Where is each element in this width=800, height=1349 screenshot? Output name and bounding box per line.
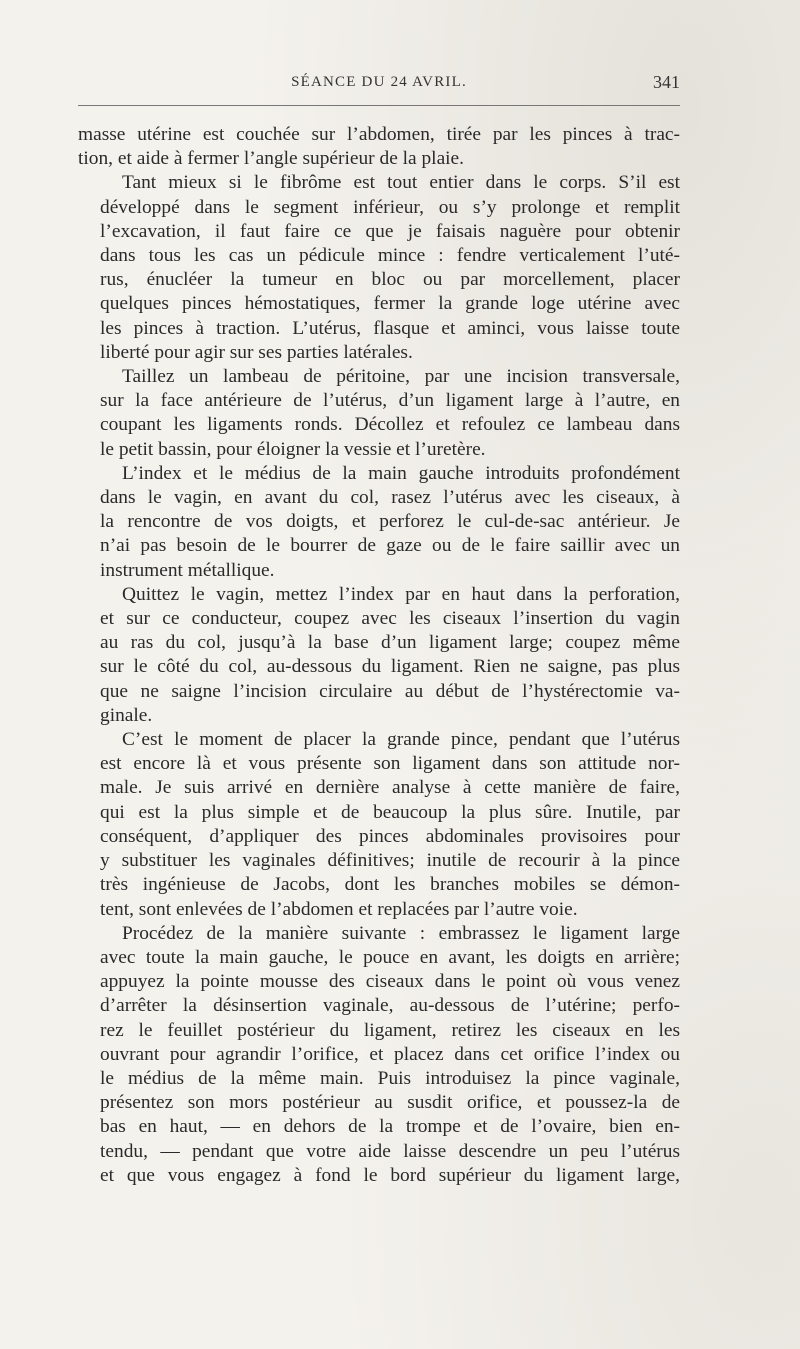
paragraph: [78, 922, 680, 1188]
text-line: est encore là et vous présente son ligament dans son attitude nor-: [100, 753, 680, 775]
text-line: qui est la plus simple et de beaucoup la plus sûre. Inutile, par: [100, 801, 680, 823]
text-line: sur le côté du col, au-dessous du ligament. Rien ne saigne, pas plus: [100, 656, 680, 678]
text-line: bas en haut, — en dehors de la trompe et de l’ovaire, bien en-: [100, 1116, 680, 1138]
text-line: la rencontre de vos doigts, et perforez le cul-de-sac antérieur. Je: [100, 511, 680, 533]
text-line: male. Je suis arrivé en dernière analyse à cette manière de faire,: [100, 777, 680, 799]
body-text: [78, 123, 680, 1188]
running-head: SÉANCE DU 24 AVRIL.: [291, 74, 467, 90]
text-line: appuyez la pointe mousse des ciseaux dans le point où vous venez: [100, 971, 680, 993]
paragraph: [78, 123, 680, 171]
paragraph: [78, 462, 680, 583]
text-line: liberté pour agir sur ses parties latérales.: [100, 341, 413, 363]
text-line: au ras du col, jusqu’à la base d’un ligament large; coupez même: [100, 632, 680, 654]
text-line: coupant les ligaments ronds. Décollez et refoulez ce lambeau dans: [100, 414, 680, 436]
text-line: et que vous engagez à fond le bord supérieur du ligament large,: [100, 1164, 680, 1186]
text-line: les pinces à traction. L’utérus, flasque et aminci, vous laisse toute: [100, 317, 680, 339]
paragraph: [78, 171, 680, 365]
header-rule: [78, 105, 680, 106]
text-line: très ingénieuse de Jacobs, dont les branches mobiles se démon-: [100, 874, 680, 896]
text-line: masse utérine est couchée sur l’abdomen, tirée par les pinces à trac-: [78, 124, 680, 145]
text-line: Quittez le vagin, mettez l’index par en haut dans la perforation,: [122, 583, 680, 605]
text-line: le petit bassin, pour éloigner la vessie et l’uretère.: [100, 438, 486, 460]
text-line: Taillez un lambeau de péritoine, par une incision transversale,: [122, 366, 680, 388]
text-line: dans tous les cas un pédicule mince : fendre verticalement l’uté-: [100, 245, 680, 267]
paragraph: [78, 365, 680, 462]
text-line: tent, sont enlevées de l’abdomen et replacées par l’autre voie.: [100, 898, 578, 920]
text-line: quelques pinces hémostatiques, fermer la grande loge utérine avec: [100, 293, 680, 315]
text-line: que ne saigne l’incision circulaire au début de l’hystérectomie va-: [100, 680, 680, 702]
text-line: d’arrêter la désinsertion vaginale, au-dessous de l’utérine; perfo-: [100, 995, 680, 1017]
text-line: ouvrant pour agrandir l’orifice, et placez dans cet orifice l’index ou: [100, 1043, 680, 1065]
text-line: ginale.: [100, 704, 153, 726]
text-line: rez le feuillet postérieur du ligament, retirez les ciseaux en les: [100, 1019, 680, 1041]
text-line: rus, énucléer la tumeur en bloc ou par morcellement, placer: [100, 269, 680, 291]
paragraph: [78, 728, 680, 922]
text-line: tion, et aide à fermer l’angle supérieur de la plaie.: [78, 148, 465, 170]
text-line: avec toute la main gauche, le pouce en avant, les doigts en arrière;: [100, 946, 680, 968]
text-line: Tant mieux si le fibrôme est tout entier dans le corps. S’il est: [122, 172, 680, 194]
page-header: [78, 70, 680, 98]
text-line: tendu, — pendant que votre aide laisse descendre un peu l’utérus: [100, 1140, 680, 1162]
text-line: C’est le moment de placer la grande pince, pendant que l’utérus: [122, 729, 680, 751]
text-line: n’ai pas besoin de le bourrer de gaze ou de le faire saillir avec un: [100, 535, 680, 557]
text-line: développé dans le segment inférieur, ou s’y prolonge et remplit: [100, 196, 680, 218]
paragraph: [78, 583, 680, 728]
text-line: Procédez de la manière suivante : embrassez le ligament large: [122, 922, 680, 944]
text-line: et sur ce conducteur, coupez avec les ciseaux l’insertion du vagin: [100, 608, 680, 630]
text-line: l’excavation, il faut faire ce que je faisais naguère pour obtenir: [100, 220, 680, 242]
text-line: conséquent, d’appliquer des pinces abdominales provisoires pour: [100, 825, 680, 847]
text-line: sur la face antérieure de l’utérus, d’un ligament large à l’autre, en: [100, 390, 680, 412]
text-line: le médius de la même main. Puis introduisez la pince vaginale,: [100, 1067, 680, 1089]
text-line: L’index et le médius de la main gauche introduits profondément: [122, 462, 680, 484]
page-number: 341: [653, 72, 680, 92]
text-line: dans le vagin, en avant du col, rasez l’utérus avec les ciseaux, à: [100, 487, 680, 509]
text-line: instrument métallique.: [100, 559, 275, 581]
text-line: y substituer les vaginales définitives; inutile de recourir à la pince: [100, 850, 680, 872]
text-line: présentez son mors postérieur au susdit orifice, et poussez-la de: [100, 1092, 680, 1114]
